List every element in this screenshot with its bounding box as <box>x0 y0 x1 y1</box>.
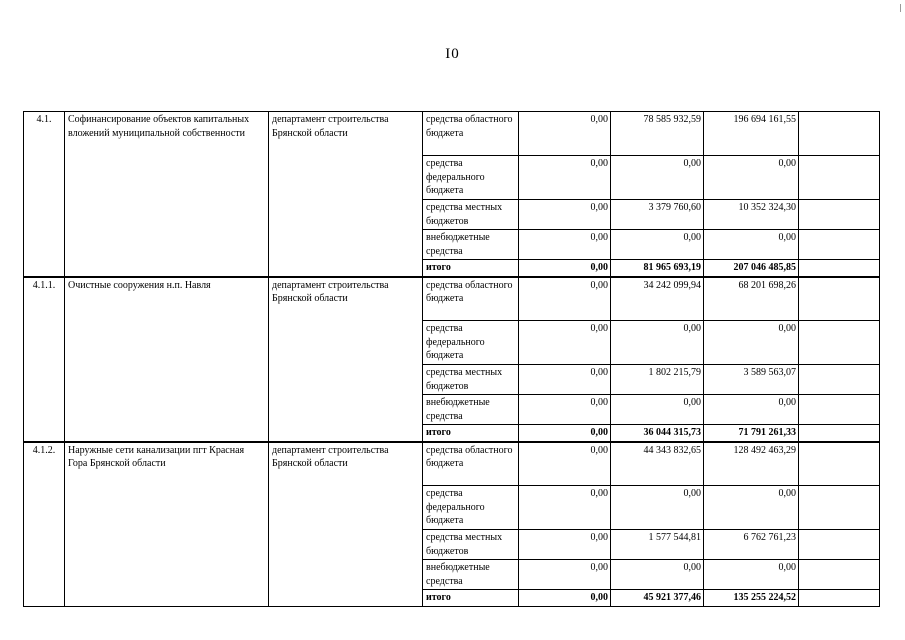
empty-cell <box>799 156 880 200</box>
amount-col-3: 196 694 161,55 <box>704 112 799 156</box>
amount-col-1: 0,00 <box>519 395 611 425</box>
empty-cell <box>799 365 880 395</box>
amount-col-1: 0,00 <box>519 365 611 395</box>
amount-col-2: 78 585 932,59 <box>611 112 704 156</box>
table-row <box>24 442 880 486</box>
item-code: 4.1. <box>24 112 65 277</box>
amount-col-2: 3 379 760,60 <box>611 200 704 230</box>
empty-cell <box>799 321 880 365</box>
amount-col-2: 0,00 <box>611 395 704 425</box>
amount-col-2: 34 242 099,94 <box>611 277 704 321</box>
amount-col-2: 44 343 832,65 <box>611 442 704 486</box>
funding-source: средства федерального бюджета <box>423 156 519 200</box>
funding-source: внебюджетные средства <box>423 560 519 590</box>
funding-source: итого <box>423 425 519 442</box>
amount-col-2: 1 802 215,79 <box>611 365 704 395</box>
amount-col-1: 0,00 <box>519 230 611 260</box>
funding-source: средства областного бюджета <box>423 442 519 486</box>
amount-col-2: 36 044 315,73 <box>611 425 704 442</box>
empty-cell <box>799 486 880 530</box>
funding-source: итого <box>423 260 519 277</box>
funding-source: итого <box>423 590 519 607</box>
funding-source: внебюджетные средства <box>423 230 519 260</box>
item-name: Софинансирование объектов капитальных вложений муниципальной собственности <box>65 112 269 277</box>
amount-col-3: 10 352 324,30 <box>704 200 799 230</box>
amount-col-3: 207 046 485,85 <box>704 260 799 277</box>
amount-col-2: 0,00 <box>611 156 704 200</box>
empty-cell <box>799 260 880 277</box>
page-number: I0 <box>445 46 460 62</box>
empty-cell <box>799 395 880 425</box>
amount-col-1: 0,00 <box>519 200 611 230</box>
amount-col-1: 0,00 <box>519 530 611 560</box>
amount-col-3: 71 791 261,33 <box>704 425 799 442</box>
item-name: Наружные сети канализации пгт Красная Гора Брянской области <box>65 442 269 607</box>
amount-col-1: 0,00 <box>519 442 611 486</box>
funding-source: средства местных бюджетов <box>423 365 519 395</box>
scan-edge-mark <box>900 4 901 12</box>
amount-col-2: 81 965 693,19 <box>611 260 704 277</box>
amount-col-2: 1 577 544,81 <box>611 530 704 560</box>
empty-cell <box>799 277 880 321</box>
amount-col-3: 68 201 698,26 <box>704 277 799 321</box>
amount-col-1: 0,00 <box>519 260 611 277</box>
funding-source: средства федерального бюджета <box>423 321 519 365</box>
empty-cell <box>799 590 880 607</box>
item-executor: департамент строительства Брянской области <box>269 112 423 277</box>
empty-cell <box>799 530 880 560</box>
amount-col-3: 128 492 463,29 <box>704 442 799 486</box>
amount-col-3: 3 589 563,07 <box>704 365 799 395</box>
budget-table-body <box>24 112 880 607</box>
table-row <box>24 277 880 321</box>
empty-cell <box>799 560 880 590</box>
funding-source: средства областного бюджета <box>423 112 519 156</box>
amount-col-3: 0,00 <box>704 395 799 425</box>
item-executor: департамент строительства Брянской области <box>269 442 423 607</box>
amount-col-3: 0,00 <box>704 321 799 365</box>
funding-source: средства областного бюджета <box>423 277 519 321</box>
empty-cell <box>799 425 880 442</box>
funding-source: внебюджетные средства <box>423 395 519 425</box>
funding-source: средства местных бюджетов <box>423 200 519 230</box>
amount-col-2: 0,00 <box>611 230 704 260</box>
amount-col-1: 0,00 <box>519 590 611 607</box>
funding-source: средства местных бюджетов <box>423 530 519 560</box>
amount-col-3: 0,00 <box>704 486 799 530</box>
item-code: 4.1.2. <box>24 442 65 607</box>
table-row <box>24 112 880 156</box>
amount-col-2: 0,00 <box>611 321 704 365</box>
amount-col-1: 0,00 <box>519 156 611 200</box>
amount-col-1: 0,00 <box>519 425 611 442</box>
funding-source: средства федерального бюджета <box>423 486 519 530</box>
amount-col-3: 0,00 <box>704 156 799 200</box>
empty-cell <box>799 200 880 230</box>
amount-col-1: 0,00 <box>519 112 611 156</box>
amount-col-1: 0,00 <box>519 321 611 365</box>
amount-col-1: 0,00 <box>519 560 611 590</box>
empty-cell <box>799 442 880 486</box>
amount-col-2: 45 921 377,46 <box>611 590 704 607</box>
item-name: Очистные сооружения н.п. Навля <box>65 277 269 442</box>
amount-col-2: 0,00 <box>611 560 704 590</box>
budget-table <box>23 111 880 607</box>
amount-col-3: 135 255 224,52 <box>704 590 799 607</box>
amount-col-3: 0,00 <box>704 560 799 590</box>
empty-cell <box>799 112 880 156</box>
amount-col-3: 6 762 761,23 <box>704 530 799 560</box>
item-code: 4.1.1. <box>24 277 65 442</box>
empty-cell <box>799 230 880 260</box>
amount-col-1: 0,00 <box>519 277 611 321</box>
amount-col-3: 0,00 <box>704 230 799 260</box>
amount-col-1: 0,00 <box>519 486 611 530</box>
amount-col-2: 0,00 <box>611 486 704 530</box>
item-executor: департамент строительства Брянской области <box>269 277 423 442</box>
